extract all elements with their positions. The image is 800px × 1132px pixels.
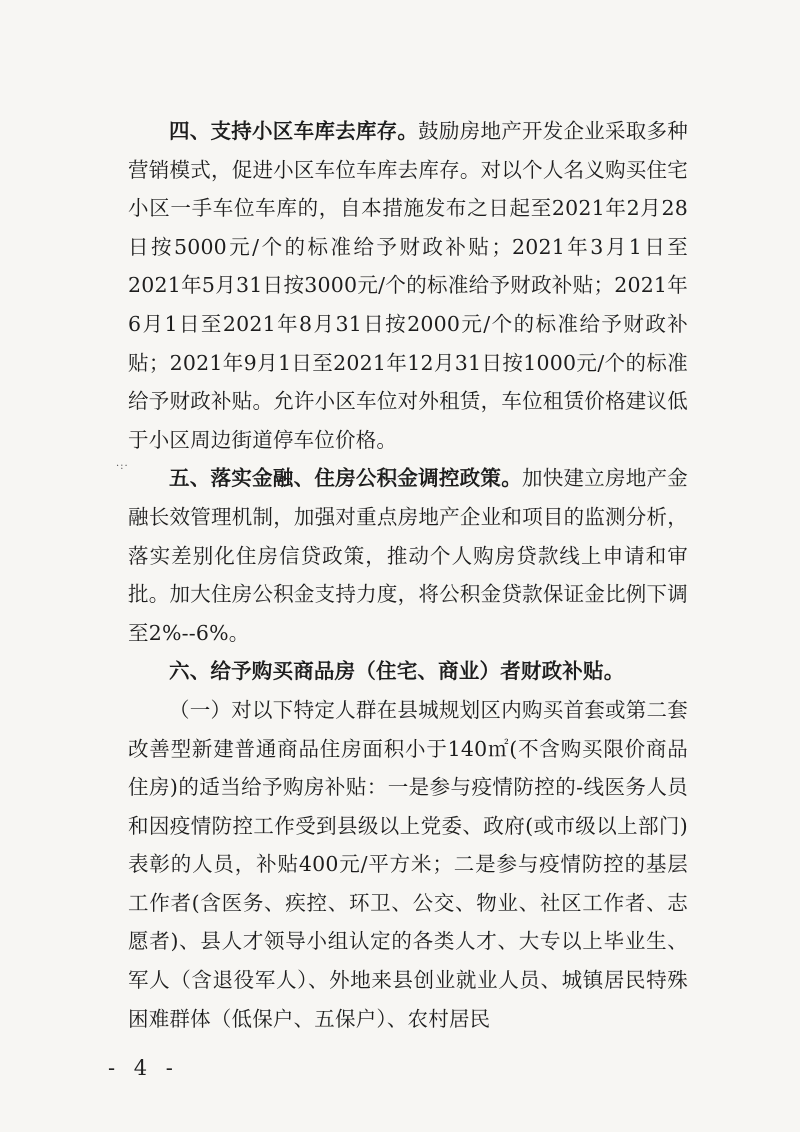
section-6-heading: 六、给予购买商品房（住宅、商业）者财政补贴。: [169, 659, 625, 684]
document-body: [128, 112, 688, 1038]
paragraph-subsection-1: （一）对以下特定人群在县城规划区内购买首套或第二套改善型新建普通商品住房面积小于140㎡(不含购买限价商品住房)的适当给予购房补贴：一是参与疫情防控的-线医务人员和因疫情防控工作受到县级以上党委、政府(或市级以上部门)表彰的人员，补贴400元/平方米；二是参与疫情防控的基层工作者(含医务、疾控、环卫、公交、物业、社区工作者、志愿者)、县人才领导小组认定的各类人才、大专以上毕业生、军人（含退役军人）、外地来县创业就业人员、城镇居民特殊困难群体（低保户、五保户）、农村居民: [128, 697, 688, 1031]
paragraph-section-5: [128, 459, 688, 652]
page-number: - 4 -: [108, 1056, 179, 1080]
section-5-body: 加快建立房地产金融长效管理机制，加强对重点房地产企业和项目的监测分析，落实差别化住房信贷政策，推动个人购房贷款线上申请和审批。加大住房公积金支持力度，将公积金贷款保证金比例下调至2%--6%。: [128, 466, 688, 645]
paragraph-section-6: [128, 652, 688, 691]
paragraph-section-4: [128, 112, 688, 459]
section-4-body: 鼓励房地产开发企业采取多种营销模式，促进小区车位车库去库存。对以个人名义购买住宅小区一手车位车库的，自本措施发布之日起至2021年2月28日按5000元/个的标准给予财政补贴；2021年3月1日至2021年5月31日按3000元/个的标准给予财政补贴；2021年6月1日至2021年8月31日按2000元/个的标准给予财政补贴；2021年9月1日至2021年12月31日按1000元/个的标准给予财政补贴。允许小区车位对外租赁，车位租赁价格建议低于小区周边街道停车位价格。: [128, 119, 688, 452]
section-4-heading: 四、支持小区车库去库存。: [169, 119, 419, 143]
scan-speck: ·:·: [116, 461, 129, 472]
section-5-heading: 五、落实金融、住房公积金调控政策。: [169, 466, 522, 491]
